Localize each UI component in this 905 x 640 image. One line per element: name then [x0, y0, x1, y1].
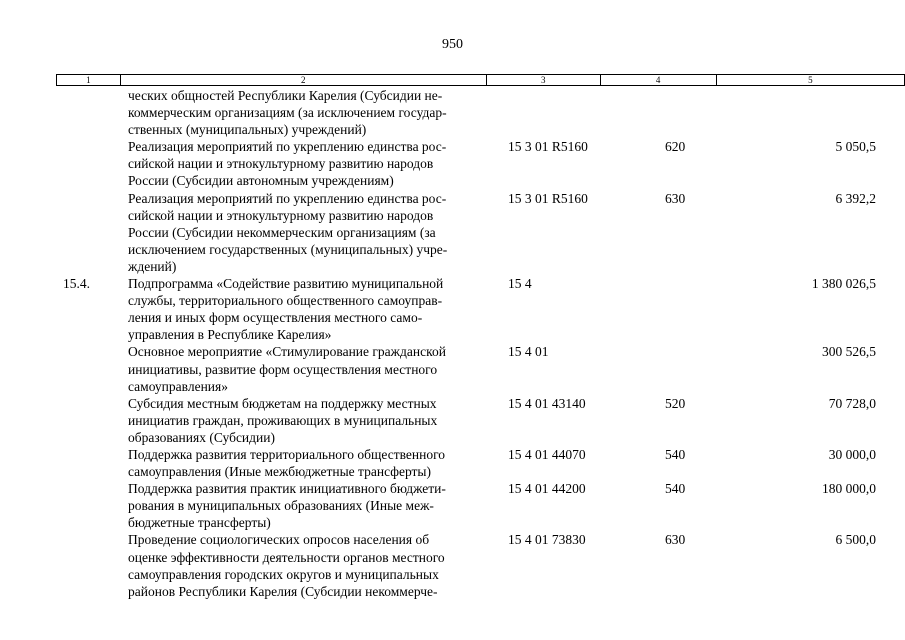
table-row [0, 87, 905, 138]
row-sum: 180 000,0 [822, 481, 876, 497]
row-name [128, 190, 498, 275]
row-name-line: самоуправления» [128, 378, 228, 394]
row-name [128, 87, 498, 138]
column-header-4: 4 [600, 75, 716, 86]
row-name-line: Подпрограмма «Содействие развитию муниципальной [128, 276, 444, 292]
row-name-line: ственных (муниципальных) учреждений) [128, 122, 367, 138]
row-code: 15 4 01 44070 [508, 446, 586, 462]
row-name-line: службы, территориального общественного самоуправ- [128, 293, 443, 309]
row-expense-type: 620 [665, 139, 686, 155]
row-sum: 30 000,0 [828, 446, 876, 462]
row-name-line: самоуправления городских округов и муниципальных [128, 566, 439, 582]
row-name-line: России (Субсидии некоммерческим организациям (за [128, 224, 436, 240]
table-row [0, 138, 905, 189]
budget-table-body [0, 87, 905, 600]
row-name-line: инициатив граждан, проживающих в муниципальных [128, 412, 438, 428]
row-name-line: оценке эффективности деятельности органов местного [128, 549, 445, 565]
row-name-line: самоуправления (Иные межбюджетные трансферты) [128, 464, 431, 480]
row-name-line: Реализация мероприятий по укреплению единства рос- [128, 139, 447, 155]
row-name [128, 343, 498, 394]
row-name-line: Основное мероприятие «Стимулирование гражданской [128, 344, 446, 360]
row-sum: 70 728,0 [828, 395, 876, 411]
row-name [128, 480, 498, 531]
row-sum: 1 380 026,5 [811, 276, 876, 292]
row-name-line: Поддержка развития практик инициативного бюджети- [128, 481, 446, 497]
column-header-2: 2 [120, 75, 486, 86]
row-name-line: Реализация мероприятий по укреплению единства рос- [128, 190, 447, 206]
row-code: 15 4 01 43140 [508, 395, 586, 411]
row-code: 15 4 01 [508, 344, 549, 360]
row-name-line: Проведение социологических опросов населения об [128, 532, 430, 548]
row-code: 15 4 [508, 276, 532, 292]
row-expense-type: 630 [665, 190, 686, 206]
column-header-row [57, 75, 905, 86]
row-name-line: Поддержка развития территориального общественного [128, 446, 446, 462]
row-number: 15.4. [63, 276, 90, 292]
row-sum: 6 392,2 [835, 190, 876, 206]
column-header-5: 5 [716, 75, 904, 86]
row-code: 15 4 01 73830 [508, 532, 586, 548]
row-name-line: коммерческим организациям (за исключением государ- [128, 105, 447, 121]
row-expense-type: 540 [665, 481, 686, 497]
row-name-line: ческих общностей Республики Карелия (Субсидии не- [128, 88, 443, 103]
column-header-table [56, 74, 905, 86]
row-sum: 6 500,0 [835, 532, 876, 548]
row-code: 15 3 01 R5160 [508, 190, 588, 206]
table-row [0, 190, 905, 275]
row-name-line: ждений) [128, 258, 177, 274]
row-name [128, 395, 498, 446]
row-name [128, 531, 498, 599]
row-sum: 300 526,5 [822, 344, 876, 360]
row-name-line: Субсидия местным бюджетам на поддержку местных [128, 395, 437, 411]
column-header-1: 1 [57, 75, 121, 86]
row-name [128, 138, 498, 189]
row-name-line: сийской нации и этнокультурному развитию народов [128, 207, 434, 223]
row-name-line: рования в муниципальных образованиях (Иные меж- [128, 498, 434, 514]
row-expense-type: 520 [665, 395, 686, 411]
table-row [0, 275, 905, 343]
table-row [0, 395, 905, 446]
column-header-3: 3 [486, 75, 600, 86]
row-name-line: районов Республики Карелия (Субсидии некоммерче- [128, 583, 438, 599]
row-name-line: ления и иных форм осуществления местного само- [128, 310, 423, 326]
row-sum: 5 050,5 [835, 139, 876, 155]
row-name-line: управления в Республике Карелия» [128, 327, 332, 343]
row-expense-type: 540 [665, 446, 686, 462]
row-name [128, 446, 498, 480]
table-row [0, 531, 905, 599]
row-name [128, 275, 498, 343]
row-expense-type: 630 [665, 532, 686, 548]
row-name-line: бюджетные трансферты) [128, 515, 271, 531]
row-code: 15 3 01 R5160 [508, 139, 588, 155]
table-row [0, 480, 905, 531]
row-code: 15 4 01 44200 [508, 481, 586, 497]
page-number: 950 [442, 37, 463, 52]
row-name-line: России (Субсидии автономным учреждениям) [128, 173, 394, 189]
row-name-line: сийской нации и этнокультурному развитию народов [128, 156, 434, 172]
row-name-line: инициативы, развитие форм осуществления местного [128, 361, 438, 377]
row-name-line: образованиях (Субсидии) [128, 429, 275, 445]
row-name-line: исключением государственных (муниципальных) учре- [128, 241, 448, 257]
table-row [0, 343, 905, 394]
table-row [0, 446, 905, 480]
